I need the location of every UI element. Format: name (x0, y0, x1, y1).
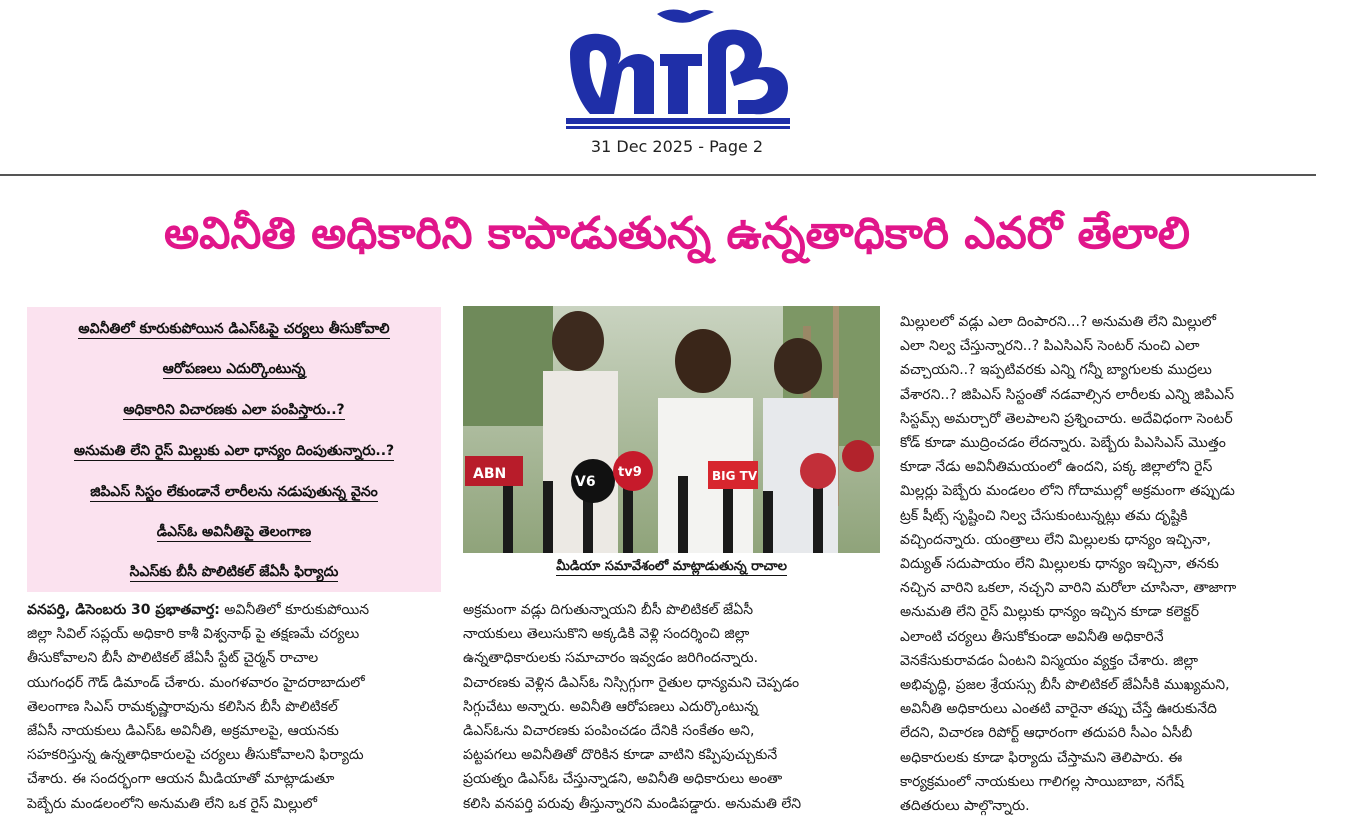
masthead (0, 0, 1354, 178)
article-line: కోడ్ కూడా ముద్రించడం లేదన్నారు. పెబ్బేరు పిఎసిఎస్ మొత్తం (900, 435, 1226, 452)
mic-label: tv9 (618, 465, 642, 480)
subhead-line: అనుమతి లేని రైస్ మిల్లుకు ఎలా ధాన్యం దింపుతున్నారు..? (73, 443, 395, 459)
article-column-1 (27, 598, 441, 816)
subhead-line: డీఎస్ఓ అవినీతిపై తెలంగాణ (156, 524, 312, 540)
article-line: విద్యుత్ సదుపాయం లేని మిల్లులకు ధాన్యం ఇచ్చినా, తనకు (900, 556, 1219, 573)
article-line: లేదని, విచారణ రిపోర్ట్ ఆధారంగా తదుపరి సీఎం ఏసీబీ (900, 725, 1193, 742)
article-line: నాయకులు తెలుసుకొని అక్కడికి వెళ్లి సందర్శించి జిల్లా (463, 626, 750, 643)
subheadline-box (27, 307, 441, 592)
article-column-2 (463, 598, 883, 816)
mic-label: BIG TV (712, 469, 758, 483)
article-line: అధికారులకు కూడా ఫిర్యాదు చేస్తామని తెలిపారు. ఈ (900, 749, 1183, 766)
article-line: తీసుకోవాలని బీసీ పొలిటికల్ జేఏసీ స్టేట్ చైర్మన్ రాచాల (27, 650, 319, 667)
subhead-line: అధికారిని విచారణకు ఎలా పంపిస్తారు..? (123, 402, 345, 418)
article-line: వనపర్తి, డిసెంబరు 30 ప్రభాతవార్త: అవినీతిలో కూరుకుపోయిన (27, 602, 370, 618)
article-line: అభివృద్ధి, ప్రజల శ్రేయస్సు బీసీ పొలిటికల్ జేఏసీకి ముఖ్యమని, (900, 677, 1230, 694)
article-line: ఉన్నతాధికారులకు సమాచారం ఇవ్వడం జరిగిందన్నారు. (463, 650, 759, 667)
header-rule (0, 174, 1316, 176)
article-line: ఎలాంటి చర్యలు తీసుకోకుండా అవినీతి అధికారినే (900, 628, 1164, 645)
photo-image (463, 306, 880, 553)
press-meet-photo (463, 306, 880, 553)
article-line: డిఎస్ఓను విచారణకు పంపించడం దేనికి సంకేతం అని, (463, 723, 755, 740)
article-line: వెనకేసుకురావడం ఏంటని విస్మయం వ్యక్తం చేశారు. జిల్లా (900, 652, 1199, 669)
headline: అవినీతి అధికారిని కాపాడుతున్న ఉన్నతాధికారి ఎవరో తేలాలి (163, 208, 1191, 259)
article-line: కూడా నేడు అవినీతిమయంలో ఉందని, పక్క జిల్లాలోని రైస్ (900, 459, 1213, 476)
article-line: ఎలా నిల్వ చేస్తున్నారని..? పిఎసిఎస్ సెంటర్ నుంచి ఎలా (900, 338, 1200, 355)
subhead-line: ఆరోపణలు ఎదుర్కొంటున్న (162, 361, 306, 377)
article-line: మిల్లర్లు పెబ్బేరు మండలం లోని గోదాముల్లో అక్రమంగా తప్పుడు (900, 483, 1235, 500)
article-line: విచారణకు వెళ్లిన డిఎస్ఓ నిస్సిగ్గుగా రైతుల ధాన్యమని చెప్పడం (463, 674, 800, 691)
article-line: మిల్లులలో వడ్లు ఎలా దింపారని...? అనుమతి లేని మిల్లులో (900, 314, 1217, 330)
subhead-line: అవినీతిలో కూరుకుపోయిన డిఎస్ఓపై చర్యలు తీసుకోవాలి (78, 321, 390, 337)
article-line: జేఏసీ నాయకులు డిఎస్ఓ అవినీతి, అక్రమాలపై, ఆయనకు (27, 723, 339, 740)
article-line: పట్టపగలు అవినీతితో దొరికిన కూడా వాటిని కప్పిపుచ్చుకునే (463, 747, 778, 764)
newspaper-logo (562, 6, 798, 130)
mic-label: ABN (473, 466, 507, 482)
article-line: వచ్చిందన్నారు. యంత్రాలు లేని మిల్లులకు ధాన్యం ఇచ్చినా, (900, 531, 1211, 548)
article-line: నచ్చిన వారిని ఒకలా, నచ్చని వారిని మరోలా చూసినా, తాజాగా (900, 580, 1237, 597)
article-line: సిగ్గుచేటు అన్నారు. అవినీతి ఆరోపణలు ఎదుర్కొంటున్న (463, 698, 759, 715)
article-line: యుగంధర్ గౌడ్ డిమాండ్ చేశారు. మంగళవారం హైదరాబాదులో (27, 674, 365, 691)
subhead-line: జిపిఎస్ సిస్టం లేకుండానే లారీలను నడుపుతున్న వైనం (90, 484, 378, 500)
article-line: తదితరులు పాల్గొన్నారు. (900, 798, 1030, 815)
article-line: జిల్లా సివిల్ సప్లయ్ అధికారి కాశీ విశ్వనాథ్ పై తక్షణమే చర్యలు (27, 626, 360, 643)
article-column-3 (900, 310, 1320, 818)
article-line: కలిసి వనపర్తి పరువు తీస్తున్నారని మండిపడ్డారు. అనుమతి లేని (463, 795, 802, 812)
article-line: పెబ్బేరు మండలంలోని అనుమతి లేని ఒక రైస్ మిల్లులో (27, 795, 318, 812)
article-line: ట్రక్ షీట్స్ సృష్టించి నిల్వ చేసుకుంటున్నట్లు తమ దృష్టికి (900, 507, 1188, 524)
article-line: సహకరిస్తున్న ఉన్నతాధికారులపై చర్యలు తీసుకోవాలని ఫిర్యాదు (27, 747, 364, 764)
article-line: తెలంగాణ సిఎస్ రామకృష్ణారావును కలిసిన బీసీ పొలిటికల్ (27, 698, 338, 715)
vaartha-logo-icon (562, 6, 798, 130)
article-line: వచ్చాయని..? ఇప్పటివరకు ఎన్ని గన్నీ బ్యాగులకు ముద్రలు (900, 362, 1212, 379)
mic-label: V6 (575, 474, 596, 490)
article-line: అక్రమంగా వడ్లు దిగుతున్నాయని బీసీ పొలిటికల్ జేఏసీ (463, 602, 754, 618)
article-line: కార్యక్రమంలో నాయకులు గాలిగల్ల సాయిబాబా, నగేష్ (900, 773, 1184, 790)
photo-caption: మీడియా సమావేశంలో మాట్లాడుతున్న రాచాల (556, 559, 787, 574)
article-line: అనుమతి లేని రైస్ మిల్లుకు ధాన్యం ఇచ్చిన కూడా కలెక్టర్ (900, 604, 1199, 621)
subhead-line: సిఎస్‌కు బీసీ పొలిటికల్ జేఏసీ ఫిర్యాదు (129, 564, 339, 580)
article-line: చేశారు. ఈ సందర్భంగా ఆయన మీడియాతో మాట్లాడుతూ (27, 771, 335, 788)
article-line: సిస్టమ్స్ అమర్చారో తెలపాలని ప్రశ్నించారు. అదేవిధంగా సెంటర్ (900, 410, 1233, 427)
edition-date: 31 Dec 2025 - Page 2 (590, 137, 764, 156)
article-line: అవినీతి అధికారులు ఎంతటి వారైనా తప్పు చేస్తే ఊరుకునేది (900, 701, 1217, 718)
dateline: వనపర్తి, డిసెంబరు 30 ప్రభాతవార్త: (27, 602, 220, 618)
article-line: ప్రయత్నం డిఎస్ఓ చేస్తున్నాడని, అవినీతి అధికారులు అంతా (463, 771, 783, 788)
article-line: వేశారని..? జిపిఎస్ సిస్టంతో నడవాల్సిన లారీలకు ఎన్ని జిపిఎస్ (900, 386, 1235, 403)
